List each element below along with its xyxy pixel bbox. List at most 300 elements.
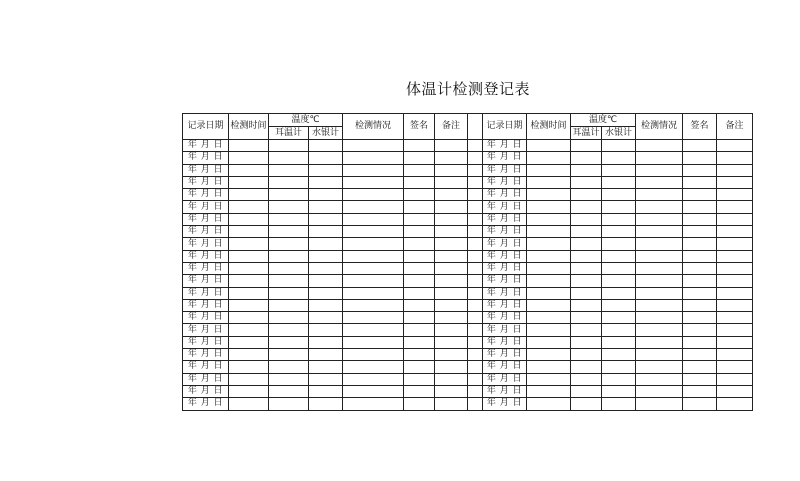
status-cell-left[interactable] bbox=[343, 361, 404, 373]
table-row bbox=[183, 373, 753, 385]
remarks-cell-right[interactable] bbox=[717, 385, 753, 397]
time-cell-left[interactable] bbox=[229, 385, 269, 397]
remarks-cell-left[interactable] bbox=[435, 398, 468, 410]
date-cell-left: 年 月 日 bbox=[183, 275, 229, 287]
ear-cell-right[interactable] bbox=[571, 262, 602, 274]
remarks-cell-right[interactable] bbox=[717, 262, 753, 274]
ear-cell-right[interactable] bbox=[571, 299, 602, 311]
ear-cell-left[interactable] bbox=[269, 140, 309, 152]
signature-cell-left[interactable] bbox=[404, 152, 435, 164]
column-gap-cell bbox=[468, 140, 483, 152]
status-cell-left[interactable] bbox=[343, 262, 404, 274]
signature-cell-right[interactable] bbox=[683, 336, 717, 348]
ear-cell-left[interactable] bbox=[269, 336, 309, 348]
remarks-cell-right[interactable] bbox=[717, 152, 753, 164]
signature-cell-right[interactable] bbox=[683, 299, 717, 311]
column-gap-cell bbox=[468, 373, 483, 385]
signature-cell-left[interactable] bbox=[404, 164, 435, 176]
ear-cell-right[interactable] bbox=[571, 152, 602, 164]
remarks-cell-right[interactable] bbox=[717, 299, 753, 311]
ear-cell-right[interactable] bbox=[571, 164, 602, 176]
date-cell-left: 年 月 日 bbox=[183, 140, 229, 152]
status-cell-right[interactable] bbox=[636, 140, 683, 152]
header-ear-thermometer-right: 耳温计 bbox=[572, 127, 600, 138]
signature-cell-right[interactable] bbox=[683, 287, 717, 299]
remarks-cell-right[interactable] bbox=[717, 250, 753, 262]
mercury-cell-left[interactable] bbox=[309, 275, 343, 287]
ear-cell-left[interactable] bbox=[269, 176, 309, 188]
remarks-cell-right[interactable] bbox=[717, 176, 753, 188]
ear-cell-left[interactable] bbox=[269, 287, 309, 299]
mercury-cell-left[interactable] bbox=[309, 373, 343, 385]
time-cell-left[interactable] bbox=[229, 262, 269, 274]
ear-cell-left[interactable] bbox=[269, 324, 309, 336]
ear-cell-left[interactable] bbox=[269, 262, 309, 274]
table-row bbox=[183, 213, 753, 225]
remarks-cell-right[interactable] bbox=[717, 373, 753, 385]
time-cell-right[interactable] bbox=[527, 385, 571, 397]
ear-cell-left[interactable] bbox=[269, 152, 309, 164]
signature-cell-right[interactable] bbox=[683, 312, 717, 324]
ear-cell-left[interactable] bbox=[269, 398, 309, 410]
time-cell-right[interactable] bbox=[527, 262, 571, 274]
status-cell-right[interactable] bbox=[636, 336, 683, 348]
mercury-cell-right[interactable] bbox=[602, 275, 636, 287]
ear-cell-left[interactable] bbox=[269, 226, 309, 238]
status-cell-left[interactable] bbox=[343, 250, 404, 262]
time-cell-right[interactable] bbox=[527, 140, 571, 152]
signature-cell-right[interactable] bbox=[683, 262, 717, 274]
remarks-cell-left[interactable] bbox=[435, 226, 468, 238]
signature-cell-left[interactable] bbox=[404, 324, 435, 336]
signature-cell-left[interactable] bbox=[404, 361, 435, 373]
ear-cell-right[interactable] bbox=[571, 201, 602, 213]
mercury-cell-right[interactable] bbox=[602, 287, 636, 299]
mercury-cell-left[interactable] bbox=[309, 250, 343, 262]
signature-cell-left[interactable] bbox=[404, 299, 435, 311]
date-cell-left: 年 月 日 bbox=[183, 152, 229, 164]
signature-cell-right[interactable] bbox=[683, 164, 717, 176]
time-cell-left[interactable] bbox=[229, 373, 269, 385]
ear-cell-right[interactable] bbox=[571, 140, 602, 152]
signature-cell-left[interactable] bbox=[404, 213, 435, 225]
table-row bbox=[183, 164, 753, 176]
mercury-cell-right[interactable] bbox=[602, 226, 636, 238]
mercury-cell-left[interactable] bbox=[309, 176, 343, 188]
remarks-cell-right[interactable] bbox=[717, 238, 753, 250]
status-cell-left[interactable] bbox=[343, 385, 404, 397]
mercury-cell-right[interactable] bbox=[602, 361, 636, 373]
signature-cell-left[interactable] bbox=[404, 349, 435, 361]
mercury-cell-right[interactable] bbox=[602, 152, 636, 164]
ear-cell-right[interactable] bbox=[571, 287, 602, 299]
mercury-cell-right[interactable] bbox=[602, 336, 636, 348]
ear-cell-right[interactable] bbox=[571, 213, 602, 225]
mercury-cell-right[interactable] bbox=[602, 164, 636, 176]
remarks-cell-right[interactable] bbox=[717, 164, 753, 176]
status-cell-left[interactable] bbox=[343, 299, 404, 311]
mercury-cell-left[interactable] bbox=[309, 349, 343, 361]
remarks-cell-right[interactable] bbox=[717, 312, 753, 324]
time-cell-right[interactable] bbox=[527, 287, 571, 299]
signature-cell-left[interactable] bbox=[404, 176, 435, 188]
column-gap-cell bbox=[468, 262, 483, 274]
status-cell-left[interactable] bbox=[343, 349, 404, 361]
status-cell-left[interactable] bbox=[343, 140, 404, 152]
ear-cell-left[interactable] bbox=[269, 312, 309, 324]
time-cell-left[interactable] bbox=[229, 189, 269, 201]
remarks-cell-left[interactable] bbox=[435, 152, 468, 164]
time-cell-right[interactable] bbox=[527, 213, 571, 225]
status-cell-right[interactable] bbox=[636, 226, 683, 238]
remarks-cell-left[interactable] bbox=[435, 262, 468, 274]
remarks-cell-right[interactable] bbox=[717, 324, 753, 336]
ear-cell-left[interactable] bbox=[269, 299, 309, 311]
ear-cell-left[interactable] bbox=[269, 361, 309, 373]
ear-cell-right[interactable] bbox=[571, 336, 602, 348]
ear-cell-right[interactable] bbox=[571, 349, 602, 361]
status-cell-right[interactable] bbox=[636, 213, 683, 225]
column-gap-cell bbox=[468, 213, 483, 225]
time-cell-right[interactable] bbox=[527, 398, 571, 410]
ear-cell-right[interactable] bbox=[571, 275, 602, 287]
signature-cell-left[interactable] bbox=[404, 336, 435, 348]
remarks-cell-left[interactable] bbox=[435, 373, 468, 385]
time-cell-right[interactable] bbox=[527, 201, 571, 213]
status-cell-left[interactable] bbox=[343, 324, 404, 336]
status-cell-right[interactable] bbox=[636, 324, 683, 336]
remarks-cell-right[interactable] bbox=[717, 213, 753, 225]
mercury-cell-right[interactable] bbox=[602, 262, 636, 274]
time-cell-left[interactable] bbox=[229, 164, 269, 176]
date-cell-left: 年 月 日 bbox=[183, 250, 229, 262]
signature-cell-left[interactable] bbox=[404, 226, 435, 238]
time-cell-right[interactable] bbox=[527, 250, 571, 262]
signature-cell-left[interactable] bbox=[404, 373, 435, 385]
time-cell-left[interactable] bbox=[229, 140, 269, 152]
status-cell-right[interactable] bbox=[636, 349, 683, 361]
date-cell-left: 年 月 日 bbox=[183, 299, 229, 311]
time-cell-left[interactable] bbox=[229, 250, 269, 262]
time-cell-left[interactable] bbox=[229, 152, 269, 164]
mercury-cell-left[interactable] bbox=[309, 398, 343, 410]
ear-cell-left[interactable] bbox=[269, 238, 309, 250]
signature-cell-left[interactable] bbox=[404, 250, 435, 262]
mercury-cell-right[interactable] bbox=[602, 324, 636, 336]
remarks-cell-left[interactable] bbox=[435, 189, 468, 201]
time-cell-right[interactable] bbox=[527, 373, 571, 385]
ear-cell-left[interactable] bbox=[269, 213, 309, 225]
time-cell-right[interactable] bbox=[527, 152, 571, 164]
status-cell-left[interactable] bbox=[343, 152, 404, 164]
date-cell-right: 年 月 日 bbox=[483, 275, 527, 287]
mercury-cell-left[interactable] bbox=[309, 262, 343, 274]
mercury-cell-right[interactable] bbox=[602, 250, 636, 262]
signature-cell-left[interactable] bbox=[404, 385, 435, 397]
time-cell-right[interactable] bbox=[527, 275, 571, 287]
time-cell-right[interactable] bbox=[527, 349, 571, 361]
column-gap-cell bbox=[468, 226, 483, 238]
remarks-cell-left[interactable] bbox=[435, 275, 468, 287]
date-cell-right: 年 月 日 bbox=[483, 287, 527, 299]
remarks-cell-right[interactable] bbox=[717, 361, 753, 373]
ear-cell-left[interactable] bbox=[269, 373, 309, 385]
remarks-cell-left[interactable] bbox=[435, 312, 468, 324]
remarks-cell-right[interactable] bbox=[717, 336, 753, 348]
status-cell-right[interactable] bbox=[636, 385, 683, 397]
mercury-cell-left[interactable] bbox=[309, 385, 343, 397]
mercury-cell-right[interactable] bbox=[602, 176, 636, 188]
signature-cell-right[interactable] bbox=[683, 398, 717, 410]
mercury-cell-left[interactable] bbox=[309, 164, 343, 176]
signature-cell-right[interactable] bbox=[683, 238, 717, 250]
remarks-cell-left[interactable] bbox=[435, 336, 468, 348]
signature-cell-right[interactable] bbox=[683, 226, 717, 238]
table-row bbox=[183, 250, 753, 262]
signature-cell-right[interactable] bbox=[683, 201, 717, 213]
mercury-cell-right[interactable] bbox=[602, 189, 636, 201]
time-cell-left[interactable] bbox=[229, 201, 269, 213]
ear-cell-right[interactable] bbox=[571, 238, 602, 250]
remarks-cell-left[interactable] bbox=[435, 287, 468, 299]
status-cell-left[interactable] bbox=[343, 201, 404, 213]
ear-cell-left[interactable] bbox=[269, 349, 309, 361]
status-cell-right[interactable] bbox=[636, 176, 683, 188]
mercury-cell-left[interactable] bbox=[309, 201, 343, 213]
date-cell-left: 年 月 日 bbox=[183, 398, 229, 410]
column-gap-cell bbox=[468, 201, 483, 213]
signature-cell-left[interactable] bbox=[404, 201, 435, 213]
mercury-cell-left[interactable] bbox=[309, 152, 343, 164]
signature-cell-left[interactable] bbox=[404, 140, 435, 152]
ear-cell-left[interactable] bbox=[269, 250, 309, 262]
mercury-cell-left[interactable] bbox=[309, 213, 343, 225]
status-cell-left[interactable] bbox=[343, 213, 404, 225]
time-cell-left[interactable] bbox=[229, 349, 269, 361]
remarks-cell-right[interactable] bbox=[717, 189, 753, 201]
header-mercury-thermometer-right: 水银计 bbox=[602, 127, 636, 140]
remarks-cell-right[interactable] bbox=[717, 398, 753, 410]
mercury-cell-left[interactable] bbox=[309, 238, 343, 250]
remarks-cell-right[interactable] bbox=[717, 226, 753, 238]
signature-cell-left[interactable] bbox=[404, 312, 435, 324]
status-cell-left[interactable] bbox=[343, 226, 404, 238]
remarks-cell-left[interactable] bbox=[435, 299, 468, 311]
remarks-cell-left[interactable] bbox=[435, 176, 468, 188]
time-cell-right[interactable] bbox=[527, 336, 571, 348]
mercury-cell-left[interactable] bbox=[309, 361, 343, 373]
signature-cell-right[interactable] bbox=[683, 361, 717, 373]
mercury-cell-left[interactable] bbox=[309, 324, 343, 336]
status-cell-left[interactable] bbox=[343, 238, 404, 250]
time-cell-left[interactable] bbox=[229, 361, 269, 373]
status-cell-right[interactable] bbox=[636, 312, 683, 324]
time-cell-left[interactable] bbox=[229, 238, 269, 250]
mercury-cell-right[interactable] bbox=[602, 201, 636, 213]
time-cell-left[interactable] bbox=[229, 336, 269, 348]
time-cell-left[interactable] bbox=[229, 287, 269, 299]
ear-cell-right[interactable] bbox=[571, 226, 602, 238]
mercury-cell-right[interactable] bbox=[602, 140, 636, 152]
date-cell-left: 年 月 日 bbox=[183, 238, 229, 250]
time-cell-left[interactable] bbox=[229, 398, 269, 410]
time-cell-left[interactable] bbox=[229, 226, 269, 238]
time-cell-right[interactable] bbox=[527, 361, 571, 373]
remarks-cell-left[interactable] bbox=[435, 238, 468, 250]
time-cell-left[interactable] bbox=[229, 324, 269, 336]
column-gap-cell bbox=[468, 312, 483, 324]
signature-cell-right[interactable] bbox=[683, 140, 717, 152]
status-cell-left[interactable] bbox=[343, 176, 404, 188]
mercury-cell-left[interactable] bbox=[309, 226, 343, 238]
time-cell-right[interactable] bbox=[527, 238, 571, 250]
status-cell-left[interactable] bbox=[343, 164, 404, 176]
date-cell-right: 年 月 日 bbox=[483, 189, 527, 201]
status-cell-left[interactable] bbox=[343, 189, 404, 201]
mercury-cell-right[interactable] bbox=[602, 299, 636, 311]
ear-cell-right[interactable] bbox=[571, 398, 602, 410]
status-cell-right[interactable] bbox=[636, 361, 683, 373]
status-cell-right[interactable] bbox=[636, 398, 683, 410]
signature-cell-left[interactable] bbox=[404, 398, 435, 410]
remarks-cell-right[interactable] bbox=[717, 349, 753, 361]
ear-cell-right[interactable] bbox=[571, 250, 602, 262]
remarks-cell-left[interactable] bbox=[435, 361, 468, 373]
time-cell-right[interactable] bbox=[527, 226, 571, 238]
signature-cell-right[interactable] bbox=[683, 250, 717, 262]
ear-cell-left[interactable] bbox=[269, 275, 309, 287]
signature-cell-left[interactable] bbox=[404, 189, 435, 201]
ear-cell-right[interactable] bbox=[571, 385, 602, 397]
remarks-cell-right[interactable] bbox=[717, 201, 753, 213]
status-cell-right[interactable] bbox=[636, 373, 683, 385]
table-row bbox=[183, 176, 753, 188]
remarks-cell-left[interactable] bbox=[435, 250, 468, 262]
ear-cell-right[interactable] bbox=[571, 324, 602, 336]
status-cell-right[interactable] bbox=[636, 238, 683, 250]
remarks-cell-left[interactable] bbox=[435, 201, 468, 213]
mercury-cell-right[interactable] bbox=[602, 398, 636, 410]
remarks-cell-left[interactable] bbox=[435, 140, 468, 152]
time-cell-right[interactable] bbox=[527, 299, 571, 311]
date-cell-right: 年 月 日 bbox=[483, 349, 527, 361]
remarks-cell-left[interactable] bbox=[435, 385, 468, 397]
signature-cell-left[interactable] bbox=[404, 262, 435, 274]
mercury-cell-right[interactable] bbox=[602, 385, 636, 397]
ear-cell-right[interactable] bbox=[571, 189, 602, 201]
ear-cell-right[interactable] bbox=[571, 361, 602, 373]
status-cell-left[interactable] bbox=[343, 287, 404, 299]
signature-cell-left[interactable] bbox=[404, 275, 435, 287]
ear-cell-left[interactable] bbox=[269, 201, 309, 213]
ear-cell-left[interactable] bbox=[269, 385, 309, 397]
status-cell-left[interactable] bbox=[343, 275, 404, 287]
time-cell-left[interactable] bbox=[229, 176, 269, 188]
table-row bbox=[183, 349, 753, 361]
mercury-cell-right[interactable] bbox=[602, 312, 636, 324]
mercury-cell-left[interactable] bbox=[309, 299, 343, 311]
column-gap-cell bbox=[468, 250, 483, 262]
status-cell-right[interactable] bbox=[636, 262, 683, 274]
remarks-cell-right[interactable] bbox=[717, 275, 753, 287]
mercury-cell-right[interactable] bbox=[602, 213, 636, 225]
status-cell-right[interactable] bbox=[636, 164, 683, 176]
signature-cell-left[interactable] bbox=[404, 287, 435, 299]
column-gap-cell bbox=[468, 299, 483, 311]
signature-cell-left[interactable] bbox=[404, 238, 435, 250]
ear-cell-left[interactable] bbox=[269, 164, 309, 176]
date-cell-left: 年 月 日 bbox=[183, 349, 229, 361]
remarks-cell-left[interactable] bbox=[435, 164, 468, 176]
remarks-cell-left[interactable] bbox=[435, 349, 468, 361]
status-cell-left[interactable] bbox=[343, 373, 404, 385]
signature-cell-right[interactable] bbox=[683, 152, 717, 164]
remarks-cell-left[interactable] bbox=[435, 324, 468, 336]
signature-cell-right[interactable] bbox=[683, 373, 717, 385]
ear-cell-right[interactable] bbox=[571, 312, 602, 324]
status-cell-left[interactable] bbox=[343, 398, 404, 410]
mercury-cell-right[interactable] bbox=[602, 373, 636, 385]
date-cell-right: 年 月 日 bbox=[483, 176, 527, 188]
status-cell-right[interactable] bbox=[636, 152, 683, 164]
status-cell-left[interactable] bbox=[343, 336, 404, 348]
mercury-cell-left[interactable] bbox=[309, 287, 343, 299]
ear-cell-right[interactable] bbox=[571, 373, 602, 385]
time-cell-left[interactable] bbox=[229, 275, 269, 287]
ear-cell-left[interactable] bbox=[269, 189, 309, 201]
mercury-cell-left[interactable] bbox=[309, 189, 343, 201]
mercury-cell-left[interactable] bbox=[309, 336, 343, 348]
mercury-cell-left[interactable] bbox=[309, 140, 343, 152]
signature-cell-right[interactable] bbox=[683, 213, 717, 225]
status-cell-right[interactable] bbox=[636, 299, 683, 311]
status-cell-right[interactable] bbox=[636, 275, 683, 287]
time-cell-left[interactable] bbox=[229, 299, 269, 311]
ear-cell-right[interactable] bbox=[571, 176, 602, 188]
signature-cell-right[interactable] bbox=[683, 275, 717, 287]
header-temperature: 温度℃ bbox=[269, 114, 343, 127]
mercury-cell-right[interactable] bbox=[602, 238, 636, 250]
time-cell-left[interactable] bbox=[229, 213, 269, 225]
mercury-cell-right[interactable] bbox=[602, 349, 636, 361]
time-cell-right[interactable] bbox=[527, 312, 571, 324]
status-cell-left[interactable] bbox=[343, 312, 404, 324]
status-cell-right[interactable] bbox=[636, 250, 683, 262]
signature-cell-right[interactable] bbox=[683, 349, 717, 361]
time-cell-right[interactable] bbox=[527, 324, 571, 336]
table-row bbox=[183, 262, 753, 274]
remarks-cell-left[interactable] bbox=[435, 213, 468, 225]
date-cell-left: 年 月 日 bbox=[183, 213, 229, 225]
signature-cell-right[interactable] bbox=[683, 385, 717, 397]
remarks-cell-right[interactable] bbox=[717, 287, 753, 299]
status-cell-right[interactable] bbox=[636, 189, 683, 201]
table-row bbox=[183, 336, 753, 348]
signature-cell-right[interactable] bbox=[683, 189, 717, 201]
remarks-cell-right[interactable] bbox=[717, 140, 753, 152]
signature-cell-right[interactable] bbox=[683, 324, 717, 336]
status-cell-right[interactable] bbox=[636, 287, 683, 299]
signature-cell-right[interactable] bbox=[683, 176, 717, 188]
column-gap-cell bbox=[468, 152, 483, 164]
time-cell-right[interactable] bbox=[527, 189, 571, 201]
date-cell-left: 年 月 日 bbox=[183, 385, 229, 397]
status-cell-right[interactable] bbox=[636, 201, 683, 213]
time-cell-right[interactable] bbox=[527, 176, 571, 188]
mercury-cell-left[interactable] bbox=[309, 312, 343, 324]
time-cell-right[interactable] bbox=[527, 164, 571, 176]
time-cell-left[interactable] bbox=[229, 312, 269, 324]
